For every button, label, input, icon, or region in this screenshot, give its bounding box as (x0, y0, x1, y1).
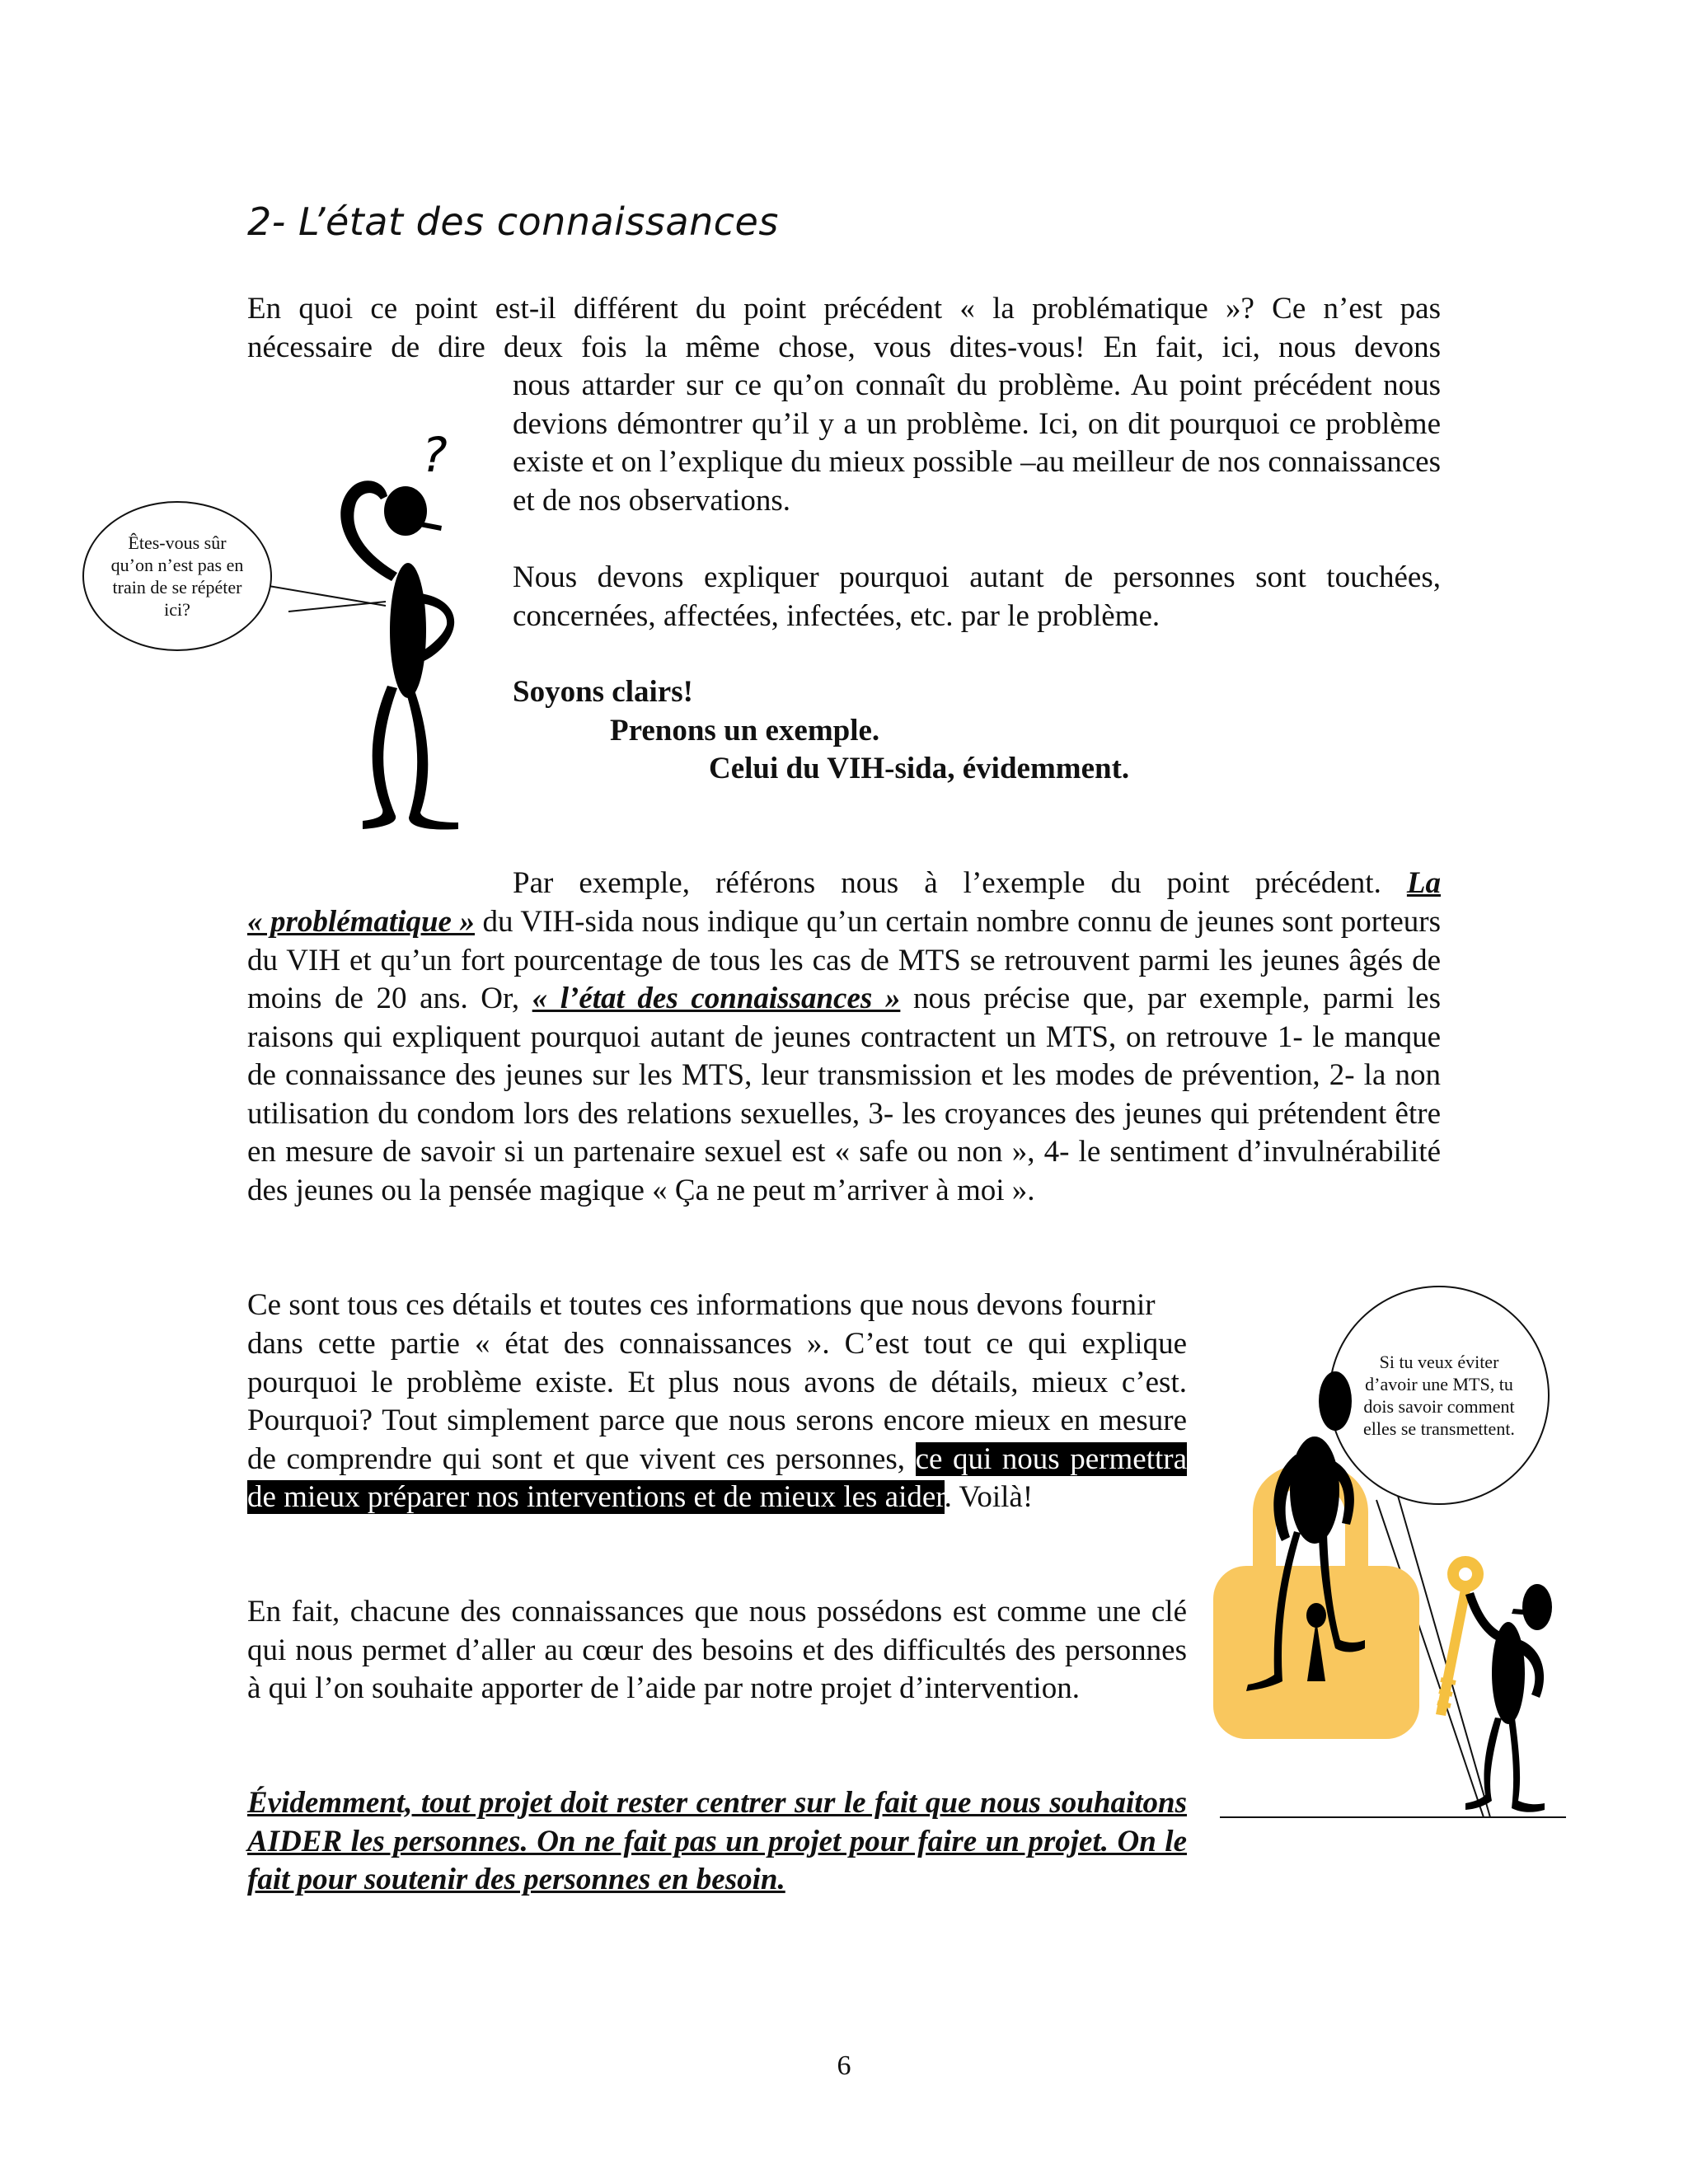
example-lead (513, 865, 1441, 903)
term-problematique: « problématique » (247, 905, 475, 939)
details-end: . Voilà! (944, 1480, 1034, 1514)
intro-line-1: En quoi ce point est-il différent du point précédent « la problématique »? Ce n’est pas (247, 292, 1441, 326)
thinking-stick-figure (305, 429, 519, 832)
example-paragraph (247, 903, 1441, 1210)
clairs-line-1: Soyons clairs! (513, 675, 693, 709)
page-number: 6 (837, 2050, 851, 2081)
details-line-1: Ce sont tous ces détails et toutes ces informations que nous devons fournir (247, 1288, 1156, 1322)
details-text: dans cette partie « état des connaissances ». C’est tout ce qui explique pourquoi le problème existe. Et plus nous avons de détails, mieux c’est. Pourquoi? Tout simplement parce que nous serons encore mieux en mesure de comprendre qui sont et que vivent ces personnes, (247, 1327, 1187, 1476)
example-text-2: nous précise que, par exemple, parmi les raisons qui expliquent pourquoi autant de jeunes contractent un MTS, on retrouve 1- le manque de connaissance des jeunes sur les MTS, leur transmission et les modes de prévention, 2- la non utilisation du condom lors des relations sexuelles, 3- les croyances des jeunes qui prétendent être en mesure de savoir si un partenaire sexuel est « safe ou non », 4- le sentiment d’invulnérabilité des jeunes ou la pensée magique « Ça ne peut m’arriver à moi ». (247, 982, 1441, 1207)
clairs-line-3: Celui du VIH-sida, évidemment. (709, 752, 1130, 785)
intro-paragraph-top (247, 290, 1441, 367)
term-la: La (1406, 866, 1441, 900)
lock-and-key-illustration (1203, 1368, 1574, 1830)
highlighted-text: ce qui nous permettra de mieux préparer nos interventions et de mieux les aider (247, 1441, 1187, 1514)
explain-paragraph: Nous devons expliquer pourquoi autant de personnes sont touchées, concernées, affectées, infectées, etc. par le problème. (513, 560, 1441, 633)
details-paragraph (247, 1325, 1187, 1517)
example-text-1: du VIH-sida nous indique qu’un certain nombre connu de jeunes sont porteurs du VIH et qu’un fort pourcentage de tous les cas de MTS se retrouvent parmi les jeunes âgés de moins de 20 ans. Or, (247, 905, 1441, 1015)
speech-bubble-left-text: Êtes-vous sûr qu’on n’est pas en train de se répéter ici? (110, 532, 244, 620)
conclusion-paragraph: Évidemment, tout projet doit rester centrer sur le fait que nous souhaitons AIDER les personnes. On ne fait pas un projet pour faire un projet. On le fait pour soutenir des personnes en besoin. (247, 1786, 1187, 1896)
intro-line-2: nécessaire de dire deux fois la même chose, vous dites-vous! En fait, ici, nous devons (247, 330, 1441, 364)
speech-bubble-left (82, 501, 272, 651)
example-lead-text: Par exemple, référons nous à l’exemple du point précédent. (513, 866, 1381, 900)
term-etat-connaissances: « l’état des connaissances » (532, 982, 901, 1015)
clairs-line-2: Prenons un exemple. (610, 714, 880, 748)
intro-paragraph-rest: nous attarder sur ce qu’on connaît du problème. Au point précédent nous devions démontrer qu’il y a un problème. Ici, on dit pourquoi ce problème existe et on l’explique du mieux possible –au meilleur de nos connaissances et de nos observations. (513, 368, 1441, 518)
key-paragraph: En fait, chacune des connaissances que nous possédons est comme une clé qui nous permet d’aller au cœur des besoins et des difficultés des personnes à qui l’on souhaite apporter de l’aide par notre projet d’intervention. (247, 1595, 1187, 1705)
speech-bubble-right-text: Si tu veux éviter d’avoir une MTS, tu dois savoir comment elles se transmettent. (1363, 1352, 1515, 1439)
question-mark-icon: ? (422, 427, 448, 483)
section-heading: 2- L’état des connaissances (247, 199, 779, 244)
